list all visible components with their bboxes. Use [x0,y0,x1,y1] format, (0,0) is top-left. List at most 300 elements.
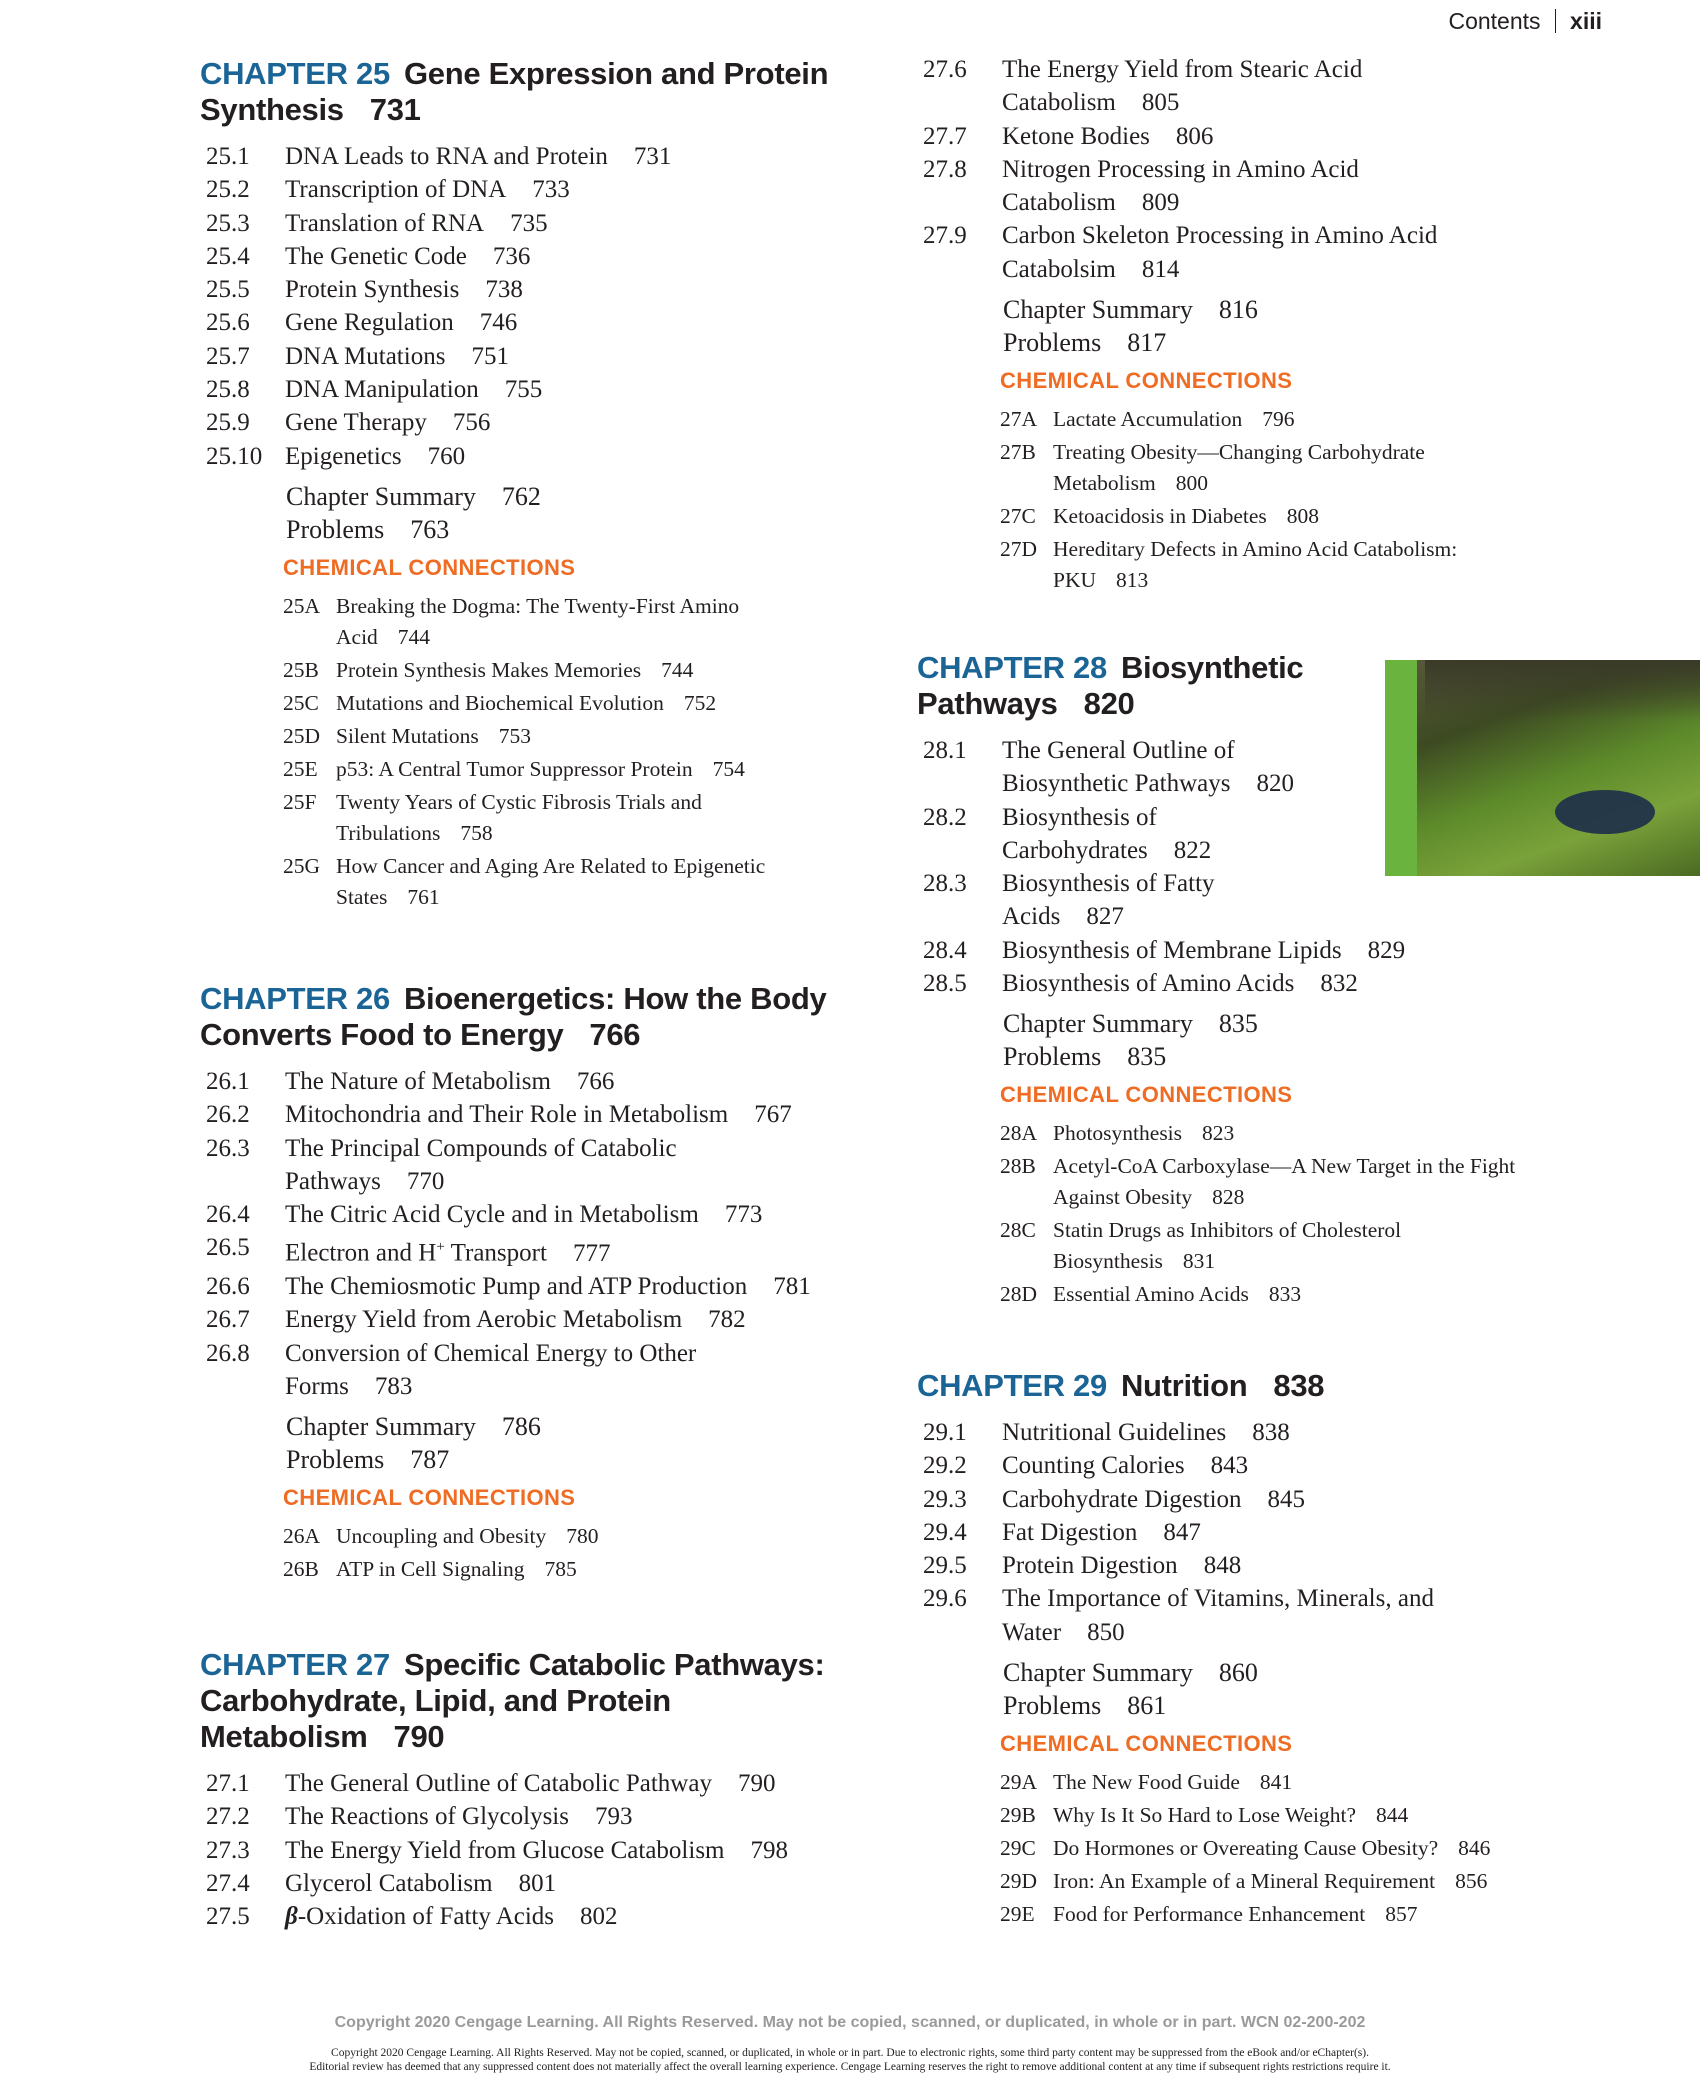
chemical-connection-item[interactable] [283,1554,880,1585]
section-item[interactable] [200,1231,880,1270]
chemical-connections-list [1000,404,1617,596]
section-item[interactable] [200,140,880,173]
chemical-connections-list [283,1521,880,1585]
section-title: Carbon Skeleton Processing in Amino Acid [1002,222,1438,250]
section-number: 26.8 [206,1339,250,1367]
chapter-title: Bioenergetics: How the Body [403,981,827,1016]
section-number: 25.8 [206,376,250,404]
chapter-27 [200,1647,880,1933]
section-item[interactable] [917,1483,1617,1516]
problems-link[interactable] [1003,1040,1617,1073]
section-page: 773 [724,1201,763,1229]
section-page: 781 [773,1273,811,1301]
cc-title: Protein Synthesis Makes Memories [336,657,642,682]
chemical-connection-item[interactable] [1000,1767,1617,1798]
chemical-connection-item[interactable] [283,851,880,913]
chemical-connection-item[interactable] [1000,1151,1617,1213]
cc-code: 27C [1000,504,1036,529]
summary-label: Chapter Summary [1003,1009,1193,1039]
cc-page: 823 [1202,1121,1235,1146]
cc-title: Silent Mutations [336,723,479,748]
section-item[interactable] [200,1337,880,1404]
chapter-title-cont: Pathways [917,686,1058,721]
superscript-plus: + [436,1239,445,1256]
section-number: 27.9 [923,222,967,250]
cc-page: 796 [1262,407,1295,432]
problems-label: Problems [286,1445,385,1475]
chapter-number: CHAPTER 29 [917,1368,1107,1403]
header-page-number: xiii [1570,8,1602,34]
chemical-connection-item[interactable] [283,754,880,785]
section-number: 25.7 [206,342,250,370]
chapter-27-continued [917,53,1617,598]
cc-title: ATP in Cell Signaling [336,1557,525,1582]
cc-title: Hereditary Defects in Amino Acid Catabolism: [1053,537,1458,562]
chapter-summary-link[interactable] [1003,293,1617,326]
chapter-25 [200,56,880,915]
section-title: The Importance of Vitamins, Minerals, and [1002,1585,1434,1613]
copyright-notice-line-1: Copyright 2020 Cengage Learning. All Rights Reserved. May not be copied, scanned, or duplicated, in whole or in part. Due to electronic rights, some third party content may be suppressed from the eBook and/or eChapter(s). [331,2047,1369,2059]
cc-title: Iron: An Example of a Mineral Requirement [1053,1869,1436,1894]
section-title: DNA Mutations [285,342,446,370]
cc-code: 27B [1000,440,1036,465]
cc-page: 752 [683,690,717,715]
cc-code: 25C [283,690,319,715]
section-title: Biosynthesis of Amino Acids [1002,970,1295,998]
section-page: 735 [510,209,548,237]
chemical-connection-item[interactable] [1000,437,1617,499]
chemical-connection-item[interactable] [283,688,880,719]
section-title: Energy Yield from Aerobic Metabolism [285,1306,683,1334]
section-number: 27.2 [206,1803,250,1831]
section-number: 25.10 [206,442,263,470]
chemical-connection-item[interactable] [1000,1800,1617,1831]
section-number: 27.7 [923,122,967,150]
chemical-connection-item[interactable] [283,1521,880,1552]
section-number: 25.5 [206,276,250,304]
problems-page: 763 [410,514,450,544]
cc-title-cont: PKU [1053,568,1097,593]
summary-page: 835 [1218,1009,1258,1039]
chapter-page: 731 [369,92,421,127]
cc-page: 780 [566,1524,599,1549]
section-number: 27.6 [923,56,967,83]
section-item[interactable] [917,219,1617,286]
chapter-29 [917,1368,1617,1932]
cc-code: 29B [1000,1803,1036,1828]
section-title: Electron and H [285,1239,437,1267]
chapter-summary-link[interactable] [286,480,880,513]
section-list [917,53,1617,286]
chemical-connection-item[interactable] [1000,1118,1617,1149]
chapter-title-cont: Synthesis [200,92,344,127]
section-title: The Nature of Metabolism [285,1068,551,1095]
header-label: Contents [1448,8,1541,34]
section-list [200,1767,880,1933]
chemical-connection-item[interactable] [1000,1215,1617,1277]
section-title: Biosynthesis of [1002,803,1157,831]
section-page: 822 [1173,836,1212,864]
chemical-connections-list [1000,1118,1617,1310]
section-title: Nutritional Guidelines [1002,1419,1227,1446]
section-number: 27.1 [206,1770,250,1797]
cc-title-cont: Against Obesity [1053,1185,1193,1210]
section-item[interactable] [200,1065,880,1098]
section-page: 782 [708,1306,746,1334]
chapter-heading[interactable] [917,1368,1617,1404]
section-title: The Reactions of Glycolysis [285,1803,569,1831]
chapter-summary-link[interactable] [1003,1007,1617,1040]
chemical-connection-item[interactable] [1000,1866,1617,1897]
section-page: 736 [492,242,531,270]
section-title: Protein Synthesis [285,276,460,304]
section-number: 26.6 [206,1273,250,1301]
section-item[interactable] [200,340,880,373]
cc-title: How Cancer and Aging Are Related to Epigenetic [336,853,766,878]
summary-label: Chapter Summary [286,481,476,511]
section-number: 29.4 [923,1518,967,1546]
section-number: 29.6 [923,1585,967,1613]
section-page: 809 [1141,189,1180,217]
section-item[interactable] [917,1449,1617,1482]
section-title: Ketone Bodies [1002,122,1150,150]
cc-code: 25G [283,853,321,878]
section-item[interactable] [917,120,1617,153]
cc-code: 29E [1000,1902,1035,1927]
cc-title: p53: A Central Tumor Suppressor Protein [336,756,693,781]
section-title: Transcription of DNA [285,176,507,204]
cc-title: Twenty Years of Cystic Fibrosis Trials and [336,789,702,814]
chapter-title-cont: Converts Food to Energy [200,1017,564,1052]
chapter-number: CHAPTER 25 [200,56,390,91]
section-title: The Energy Yield from Stearic Acid [1002,56,1363,83]
section-number: 25.6 [206,309,250,337]
section-title-cont: Acids [1002,903,1061,931]
cc-page: 744 [661,657,694,682]
cc-code: 26A [283,1524,321,1549]
section-number: 26.4 [206,1201,250,1229]
chemical-connection-item[interactable] [283,655,880,686]
section-number: 29.3 [923,1485,967,1513]
section-page: 793 [594,1803,633,1831]
section-number: 28.2 [923,803,967,831]
section-item[interactable] [200,173,880,206]
section-item[interactable] [917,1516,1617,1549]
cc-code: 25E [283,756,318,781]
cc-code: 25A [283,593,321,618]
chapter-summary-link[interactable] [286,1410,880,1443]
cc-title: The New Food Guide [1053,1770,1240,1795]
section-title: Carbohydrate Digestion [1002,1485,1242,1513]
cc-title: Food for Performance Enhancement [1053,1902,1366,1927]
cc-code: 25F [283,789,317,814]
chemical-connection-item[interactable] [283,787,880,849]
section-item[interactable] [200,1767,880,1800]
section-item[interactable] [917,934,1617,967]
summary-page: 860 [1218,1658,1258,1688]
cc-title: Photosynthesis [1053,1121,1183,1146]
chapter-page: 820 [1083,686,1135,721]
section-page: 751 [471,342,509,370]
section-item[interactable] [200,1198,880,1231]
section-number: 26.2 [206,1101,250,1129]
section-title: Biosynthesis of Membrane Lipids [1002,936,1342,964]
summary-page: 762 [501,481,541,511]
chemical-connection-item[interactable] [283,721,880,752]
section-number: 28.5 [923,970,967,998]
section-item[interactable] [200,240,880,273]
section-item[interactable] [917,53,1617,120]
section-list [200,1065,880,1403]
problems-page: 861 [1127,1691,1167,1721]
section-item[interactable] [200,1800,880,1833]
section-title: Mitochondria and Their Role in Metabolism [285,1101,729,1129]
section-title-cont: Catabolism [1002,189,1116,217]
section-page: 731 [633,143,672,170]
chapter-26 [200,981,880,1587]
chemical-connections-list [1000,1767,1617,1930]
section-page: 814 [1141,255,1180,283]
section-page: 829 [1367,936,1406,964]
problems-link[interactable] [286,513,880,546]
section-number: 29.5 [923,1552,967,1580]
cc-page: 831 [1182,1249,1216,1274]
section-page: 847 [1163,1518,1201,1546]
chapter-page: 790 [393,1719,445,1754]
section-title: Epigenetics [285,442,402,470]
section-page: 755 [504,376,543,404]
cc-title-cont: Metabolism [1053,471,1156,496]
chapter-title-cont: Carbohydrate, Lipid, and Protein [200,1683,671,1718]
cc-page: 813 [1116,568,1149,593]
section-page: 777 [572,1239,611,1267]
problems-page: 835 [1127,1042,1167,1072]
cc-page: 841 [1259,1770,1293,1795]
cc-page: 744 [397,624,431,649]
section-list [200,140,880,473]
section-item[interactable] [200,1098,880,1131]
cc-page: 808 [1286,504,1320,529]
chemical-connection-item[interactable] [283,591,880,653]
section-number: 25.4 [206,242,250,270]
cc-title: Statin Drugs as Inhibitors of Cholesterol [1053,1218,1402,1243]
section-item[interactable] [200,373,880,406]
section-title-cont: Pathways [285,1167,381,1195]
chapter-title: Gene Expression and Protein [403,56,829,91]
cc-page: 828 [1212,1185,1245,1210]
section-item[interactable] [917,1549,1617,1582]
section-page: 746 [479,309,518,337]
chapter-page: 766 [589,1017,641,1052]
cc-page: 758 [460,820,493,845]
page-header [1448,6,1602,36]
cc-code: 29D [1000,1869,1038,1894]
cc-title-cont: Tribulations [336,820,441,845]
cc-code: 29C [1000,1836,1036,1861]
cc-page: 856 [1455,1869,1488,1894]
chapter-heading[interactable] [200,981,880,1053]
section-item[interactable] [917,153,1617,220]
cc-page: 785 [544,1557,577,1582]
section-number: 25.3 [206,209,250,237]
section-page: 845 [1267,1485,1306,1513]
chemical-connections-heading: CHEMICAL CONNECTIONS [283,554,576,580]
cc-code: 25D [283,723,321,748]
section-number: 28.4 [923,936,967,964]
section-title: Counting Calories [1002,1452,1185,1480]
section-page: 848 [1203,1552,1242,1580]
section-page: 756 [452,409,491,437]
chapter-summary-block [1003,293,1617,359]
chapter-number: CHAPTER 28 [917,650,1107,685]
section-title-cont: Water [1002,1618,1062,1646]
chapter-title-cont: Metabolism [200,1719,368,1754]
summary-page: 816 [1218,295,1258,325]
summary-page: 786 [501,1412,541,1442]
section-page: 760 [427,442,466,470]
section-title: Conversion of Chemical Energy to Other [285,1339,697,1367]
copyright-notice [0,2046,1700,2074]
chemical-connections-heading: CHEMICAL CONNECTIONS [1000,1731,1293,1757]
section-item[interactable] [200,306,880,339]
section-list [917,1416,1617,1649]
section-title-tail: Transport [444,1239,547,1267]
chapter-page: 838 [1273,1368,1325,1403]
section-number: 26.5 [206,1234,250,1262]
section-page: 843 [1210,1452,1249,1480]
section-item[interactable] [200,406,880,439]
section-page: 820 [1256,770,1294,798]
section-title: DNA Leads to RNA and Protein [285,143,608,170]
section-item[interactable] [917,967,1617,1000]
section-item[interactable] [200,1867,880,1900]
chapter-summary-link[interactable] [1003,1656,1617,1689]
section-page: 767 [754,1101,792,1129]
chapter-title: Biosynthetic [1120,650,1304,685]
section-title: DNA Manipulation [285,376,479,404]
chemical-connections-heading: CHEMICAL CONNECTIONS [283,1485,576,1511]
section-page: 838 [1252,1419,1290,1446]
section-item[interactable] [917,1416,1617,1449]
cc-code: 28D [1000,1282,1038,1307]
section-number: 27.3 [206,1836,250,1864]
section-number: 25.9 [206,409,250,437]
cc-title: Why Is It So Hard to Lose Weight? [1053,1803,1356,1828]
section-title: Gene Therapy [285,409,427,437]
section-page: 806 [1175,122,1214,150]
section-item[interactable] [200,1303,880,1336]
section-page: 802 [580,1903,618,1931]
cc-code: 28A [1000,1121,1038,1146]
section-number: 28.1 [923,737,967,764]
chemical-connections-heading: CHEMICAL CONNECTIONS [1000,1082,1293,1108]
chemical-connection-item[interactable] [1000,501,1617,532]
chemical-connection-item[interactable] [1000,1833,1617,1864]
section-page: 827 [1086,903,1124,931]
copyright-notice-line-2: Editorial review has deemed that any suppressed content does not materially affect the overall learning experience. Cengage Learning reserves the right to remove additional content at any time if subsequent rights restrictions require it. [309,2061,1391,2073]
section-item[interactable] [200,440,880,473]
chapter-heading[interactable] [200,56,880,128]
chemical-connection-item[interactable] [1000,534,1617,596]
section-number: 29.2 [923,1452,967,1480]
section-title: The General Outline of [1002,737,1235,764]
cc-title-cont: Acid [336,624,378,649]
problems-link[interactable] [1003,326,1617,359]
section-title: The Principal Compounds of Catabolic [285,1134,677,1162]
section-item[interactable] [917,867,1617,934]
cc-page: 833 [1268,1282,1302,1307]
section-title-cont: Carbohydrates [1002,836,1148,864]
chapter-number: CHAPTER 27 [200,1647,390,1682]
section-item[interactable] [200,273,880,306]
summary-label: Chapter Summary [286,1412,476,1442]
chapter-title: Specific Catabolic Pathways: [403,1647,825,1682]
section-page: 850 [1087,1618,1125,1646]
cc-title: Breaking the Dogma: The Twenty-First Amino [336,593,740,618]
section-page: 733 [532,176,570,204]
section-number: 27.4 [206,1869,250,1897]
section-page: 783 [374,1373,413,1400]
section-title: Glycerol Catabolism [285,1869,493,1897]
chapter-summary-block [1003,1656,1617,1722]
problems-link[interactable] [286,1443,880,1476]
section-number: 27.8 [923,155,967,183]
chapter-number: CHAPTER 26 [200,981,390,1016]
section-item[interactable] [200,1834,880,1867]
cc-title: Essential Amino Acids [1053,1282,1249,1307]
cc-title: Do Hormones or Overeating Cause Obesity? [1053,1836,1439,1861]
chapter-summary-block [286,480,880,546]
section-title: Translation of RNA [285,209,485,237]
problems-link[interactable] [1003,1689,1617,1722]
section-title: Biosynthesis of Fatty [1002,870,1215,898]
cc-code: 28B [1000,1154,1036,1179]
chemical-connection-item[interactable] [1000,404,1617,435]
chemical-connection-item[interactable] [1000,1899,1617,1930]
section-page: 766 [576,1068,615,1095]
cc-title-cont: States [336,884,388,909]
section-page: 832 [1320,970,1358,998]
section-item[interactable] [200,1270,880,1303]
section-title: Protein Digestion [1002,1552,1178,1580]
chemical-connections-list [283,591,880,913]
chapter-heading[interactable] [200,1647,880,1755]
section-page: 790 [737,1770,776,1797]
cc-page: 754 [712,756,745,781]
cc-page: 857 [1385,1902,1418,1927]
chemical-connection-item[interactable] [1000,1279,1617,1310]
section-item[interactable] [200,207,880,240]
section-number: 26.7 [206,1306,250,1334]
green-accent-strip [1385,660,1417,876]
cc-code: 29A [1000,1770,1038,1795]
problems-page: 817 [1127,328,1167,358]
section-page: 770 [406,1167,445,1195]
section-title: The Energy Yield from Glucose Catabolism [285,1836,725,1864]
cc-title: Ketoacidosis in Diabetes [1053,504,1267,529]
summary-label: Chapter Summary [1003,295,1193,325]
cc-title: Treating Obesity—Changing Carbohydrate [1053,440,1425,465]
section-page: 798 [750,1836,788,1864]
section-item[interactable] [200,1132,880,1199]
section-item[interactable] [917,1582,1617,1649]
section-item[interactable] [200,1900,880,1933]
section-number: 25.2 [206,176,250,204]
section-number: 27.5 [206,1903,250,1931]
cc-page: 761 [407,884,440,909]
section-title-cont: Catabolsim [1002,255,1116,283]
section-title: Fat Digestion [1002,1518,1138,1546]
